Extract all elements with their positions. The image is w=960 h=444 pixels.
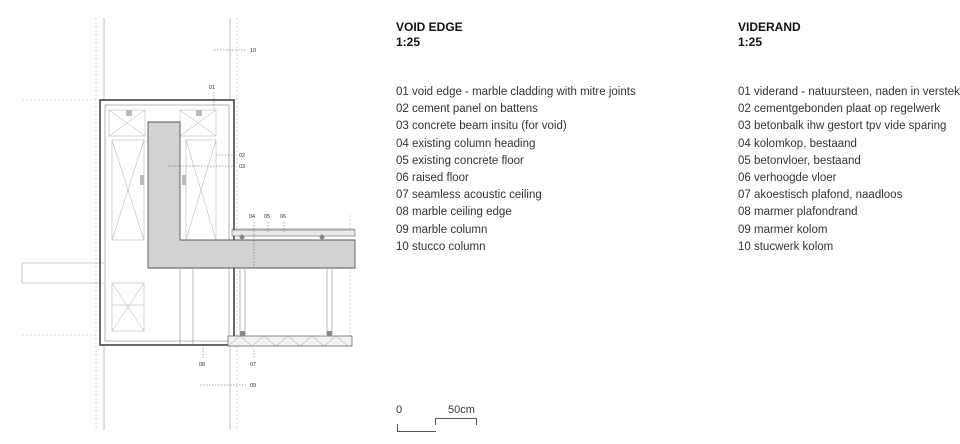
scale-bar-end: 50cm bbox=[448, 404, 475, 416]
tag-02: 02 bbox=[239, 153, 246, 159]
scale-bar bbox=[396, 404, 516, 434]
legend-item: 06 raised floor bbox=[396, 172, 469, 185]
legend-item: 07 seamless acoustic ceiling bbox=[396, 189, 542, 202]
acoustic-ceiling bbox=[228, 331, 352, 346]
legend-item: 08 marble ceiling edge bbox=[396, 206, 512, 219]
tag-07: 07 bbox=[250, 362, 257, 368]
tag-10: 10 bbox=[250, 48, 257, 54]
tag-03: 03 bbox=[239, 164, 246, 170]
legend-item: 05 existing concrete floor bbox=[396, 154, 524, 167]
legend-item: 01 viderand - natuursteen, naden in verstek bbox=[738, 86, 960, 98]
legend-item: 06 verhoogde vloer bbox=[738, 172, 837, 185]
scale-bar-segment bbox=[397, 424, 436, 432]
legend-item: 03 betonbalk ihw gestort tpv vide sparing bbox=[738, 120, 947, 133]
scale-bar-start: 0 bbox=[396, 404, 403, 416]
legend-item: 03 concrete beam insitu (for void) bbox=[396, 120, 567, 133]
legend-item: 04 existing column heading bbox=[396, 137, 536, 150]
legend-item: 02 cement panel on battens bbox=[396, 103, 538, 116]
tag-06: 06 bbox=[280, 214, 287, 220]
legend-item: 07 akoestisch plafond, naadloos bbox=[738, 189, 903, 202]
concrete-beam bbox=[148, 122, 355, 268]
section-drawing bbox=[0, 0, 380, 444]
legend-list-dutch bbox=[738, 84, 958, 256]
legend-item: 08 marmer plafondrand bbox=[738, 206, 858, 219]
tag-09: 09 bbox=[250, 383, 257, 389]
legend-item: 04 kolomkop, bestaand bbox=[738, 137, 857, 150]
tag-01: 01 bbox=[209, 85, 216, 91]
title-english: VOID EDGE bbox=[396, 20, 463, 34]
legend-item: 10 stucco column bbox=[396, 240, 486, 253]
legend-english bbox=[396, 20, 716, 256]
raised-floor bbox=[232, 229, 355, 240]
tag-05: 05 bbox=[264, 214, 271, 220]
legend-item: 02 cementgebonden plaat op regelwerk bbox=[738, 103, 941, 116]
legend-item: 01 void edge - marble cladding with mitre joints bbox=[396, 86, 636, 98]
column-outline bbox=[22, 18, 230, 430]
legend-dutch bbox=[738, 20, 958, 256]
legend-item: 10 stucwerk kolom bbox=[738, 240, 834, 253]
legend-item: 09 marmer kolom bbox=[738, 223, 828, 236]
tag-04: 04 bbox=[249, 214, 256, 220]
scale-english: 1:25 bbox=[396, 35, 421, 49]
legend-item: 09 marble column bbox=[396, 223, 488, 236]
scale-bar-segment bbox=[435, 418, 477, 425]
legend-item: 05 betonvloer, bestaand bbox=[738, 154, 861, 167]
tag-08: 08 bbox=[199, 362, 206, 368]
title-dutch: VIDERAND bbox=[738, 20, 801, 34]
legend-list-english bbox=[396, 84, 716, 256]
scale-dutch: 1:25 bbox=[738, 35, 763, 49]
